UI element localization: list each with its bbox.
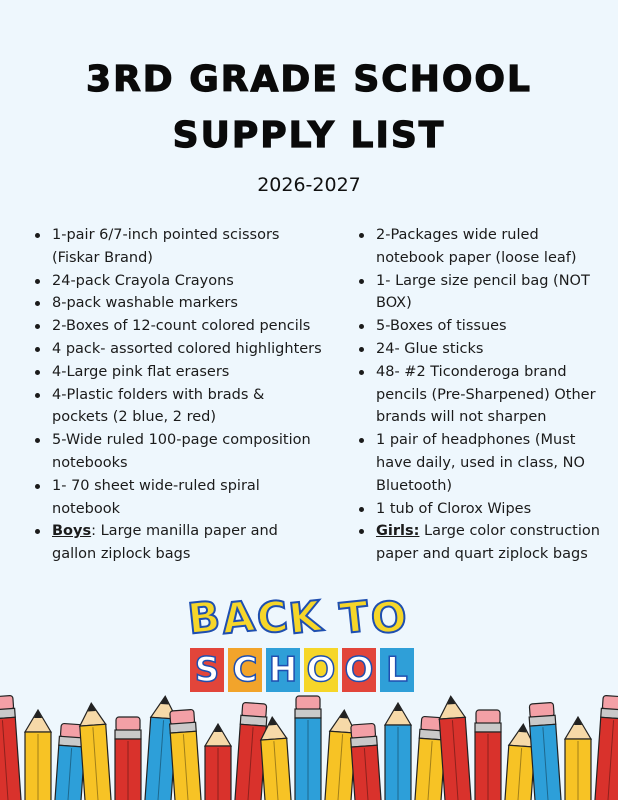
pencil [350, 723, 382, 800]
list-item: 1 tub of Clorox Wipes [356, 498, 606, 521]
pencil [205, 724, 231, 800]
list-item: 4-Plastic folders with brads & pockets (2 blue, 2 red) [32, 384, 322, 430]
pencil [475, 710, 501, 800]
list-item: 1- 70 sheet wide-ruled spiral notebook [32, 475, 322, 521]
pencil [295, 696, 321, 800]
pencil [385, 703, 411, 800]
pencil [25, 710, 51, 800]
pencil [115, 717, 141, 800]
logo-letter: B [185, 591, 223, 644]
list-item: 24- Glue sticks [356, 338, 606, 361]
list-item-boys [32, 520, 322, 566]
list-item: 4 pack- assorted colored highlighters [32, 338, 322, 361]
supply-list-right [356, 224, 606, 566]
pencil-border-illustration [0, 686, 618, 800]
page-title [0, 52, 618, 164]
list-item: 1 pair of headphones (Must have daily, used in class, NO Bluetooth) [356, 429, 606, 497]
list-item: 1- Large size pencil bag (NOT BOX) [356, 270, 606, 316]
title-line-1: 3RD GRADE SCHOOL [86, 59, 532, 100]
pencil [78, 702, 111, 800]
boys-label: Boys [52, 523, 92, 540]
logo-tile: O [342, 648, 376, 692]
pencil [565, 717, 591, 800]
pencil [0, 695, 21, 800]
list-item: 5-Boxes of tissues [356, 315, 606, 338]
girls-text: Large color construction paper and quart ziplock bags [376, 523, 600, 563]
logo-letter: O [368, 591, 409, 644]
pencil [595, 695, 618, 800]
logo-tile: L [380, 648, 414, 692]
list-item: 2-Boxes of 12-count colored pencils [32, 315, 322, 338]
supply-list-left [32, 224, 322, 566]
back-to-word [185, 591, 409, 644]
logo-letter: K [286, 591, 325, 644]
list-item: 2-Packages wide ruled notebook paper (loose leaf) [356, 224, 606, 270]
pencil [169, 709, 201, 800]
boys-text: : Large manilla paper and gallon ziplock bags [52, 523, 278, 563]
list-item: 5-Wide ruled 100-page composition notebooks [32, 429, 322, 475]
list-item: 4-Large pink flat erasers [32, 361, 322, 384]
list-item-girls [356, 520, 606, 566]
girls-label: Girls: [376, 523, 420, 540]
list-item: 8-pack washable markers [32, 292, 322, 315]
logo-letter: C [254, 591, 290, 644]
logo-letter: A [219, 591, 257, 644]
logo-tile: H [266, 648, 300, 692]
title-line-2: SUPPLY LIST [172, 115, 446, 156]
list-item: 24-pack Crayola Crayons [32, 270, 322, 293]
list-item: 1-pair 6/7-inch pointed scissors (Fiskar Brand) [32, 224, 322, 270]
list-item: 48- #2 Ticonderoga brand pencils (Pre-Sharpened) Other brands will not sharpen [356, 361, 606, 429]
logo-tile: S [190, 648, 224, 692]
logo-tile: C [228, 648, 262, 692]
pencil [528, 702, 561, 800]
pencil [438, 695, 471, 800]
logo-tile: O [304, 648, 338, 692]
school-year: 2026-2027 [257, 174, 361, 196]
logo-letter: T [337, 591, 371, 644]
